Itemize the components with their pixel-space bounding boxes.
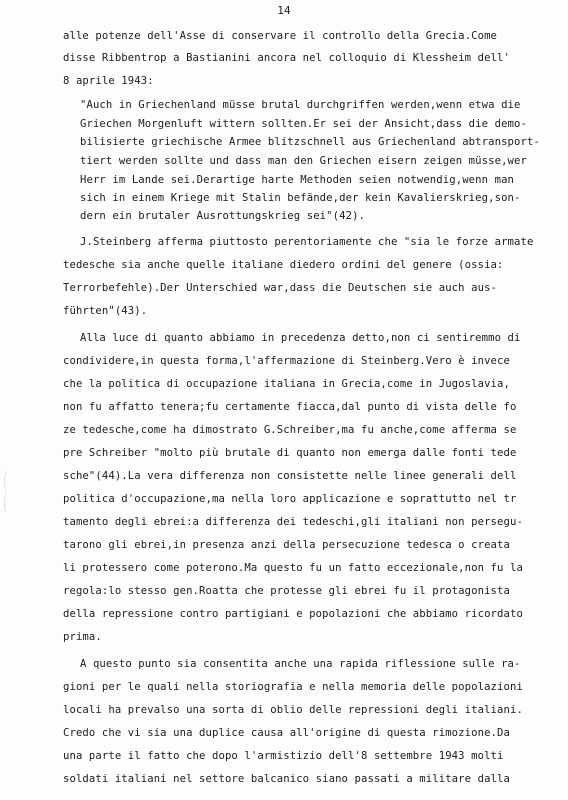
text-line: condividere,in questa forma,l'affermazione di Steinberg.Vero è invece <box>63 355 510 367</box>
text-line: politica d'occupazione,ma nella loro applicazione e soprattutto nel tr <box>63 493 517 505</box>
text-line: locali ha prevalso una sorta di oblio delle repressioni degli italiani. <box>63 704 523 716</box>
text-line: J.Steinberg afferma piuttosto perentoriamente che "sia le forze armate <box>80 236 534 248</box>
text-line: prima. <box>63 631 102 643</box>
text-line: che la politica di occupazione italiana in Grecia,come in Jugoslavia, <box>63 378 510 390</box>
quote-line: tiert werden sollte und dass man den Griechen eisern zeigen müsse,wer <box>80 155 527 167</box>
text-line: non fu affatto tenera;fu certamente fiacca,dal punto di vista delle fo <box>63 401 517 413</box>
quote-line: sich in einem Kriege mit Stalin befände,der kein Kavalierskrieg,son- <box>80 192 521 204</box>
text-line: tamento degli ebrei:a differenza dei tedeschi,gli italiani non persegu- <box>63 516 523 528</box>
text-line: alle potenze dell'Asse di conservare il controllo della Grecia.Come <box>63 30 498 42</box>
text-line: soldati italiani nel settore balcanico siano passati a militare dalla <box>63 773 510 785</box>
text-line: Terrorbefehle).Der Unterschied war,dass die Deutschen sie auch aus- <box>63 282 498 294</box>
text-line: A questo punto sia consentita anche una rapida riflessione sulle ra- <box>80 658 521 670</box>
text-line: pre Schreiber "molto più brutale di quanto non emerga dalle fonti tede <box>63 447 517 459</box>
quote-line: dern ein brutaler Ausrottungskrieg sei"(42). <box>80 210 366 222</box>
text-line: una parte il fatto che dopo l'armistizio dell'8 settembre 1943 molti <box>63 750 504 762</box>
punch-hole-mark <box>4 492 11 514</box>
text-line: disse Ribbentrop a Bastianini ancora nel colloquio di Klessheim dell' <box>63 52 510 64</box>
text-line: führten"(43). <box>63 305 148 317</box>
punch-hole-mark <box>4 470 11 492</box>
text-line: tarono gli ebrei,in presenza anzi della persecuzione tedesca o creata <box>63 539 510 551</box>
text-line: sche"(44).La vera differenza non consistette nelle linee generali dell <box>63 470 517 482</box>
page-number: 14 <box>277 4 291 17</box>
text-line: Alla luce di quanto abbiamo in precedenza detto,non ci sentiremmo di <box>80 332 521 344</box>
text-line: Credo che vi sia una duplice causa all'origine di questa rimozione.Da <box>63 727 510 739</box>
quote-line: Griechen Morgenluft wittern sollten.Er sei der Ansicht,dass die demo- <box>80 118 527 130</box>
text-line: li protessero come poterono.Ma questo fu un fatto eccezionale,non fu la <box>63 562 523 574</box>
quote-line: "Auch in Griechenland müsse brutal durchgriffen werden,wenn etwa die <box>80 99 521 111</box>
quote-line: Herr im Lande sei.Derartige harte Methoden seien notwendig,wenn man <box>80 174 515 186</box>
text-line: ze tedesche,come ha dimostrato G.Schreiber,ma fu anche,come afferma se <box>63 424 517 436</box>
quote-line: bilisierte griechische Armee blitzschnell aus Griechenland abtransport- <box>80 136 540 148</box>
text-line: regola:lo stesso gen.Roatta che protesse gli ebrei fu il protagonista <box>63 585 510 597</box>
text-line: 8 aprile 1943: <box>63 75 154 87</box>
text-line: tedesche sia anche quelle italiane diedero ordini del genere (ossia: <box>63 259 504 271</box>
text-line: della repressione contro partigiani e popolazioni che abbiamo ricordato <box>63 608 523 620</box>
text-line: gioni per le quali nella storiografia e nella memoria delle popolazioni <box>63 681 523 693</box>
